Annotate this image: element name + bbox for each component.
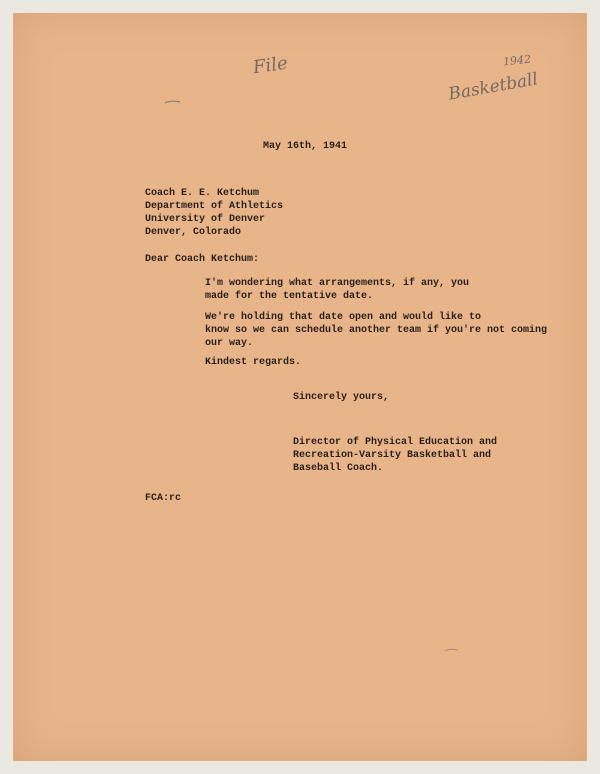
pencil-tick-icon (443, 645, 461, 655)
closing: Sincerely yours, (293, 392, 390, 403)
recipient-department: Department of Athletics (145, 201, 284, 212)
paragraph-1: I'm wondering what arrangements, if any, you made for the tentative date. (205, 278, 470, 303)
salutation: Dear Coach Ketchum: (145, 254, 260, 265)
subject-annotation: Basketball (446, 69, 540, 105)
letter-page (13, 13, 587, 761)
paragraph-2: We're holding that date open and would like to know so we can schedule another team if you're not coming our way. (205, 312, 548, 350)
typist-initials: FCA:rc (145, 493, 182, 504)
recipient-city: Denver, Colorado (145, 227, 242, 238)
paragraph-3: Kindest regards. (205, 357, 302, 368)
recipient-name: Coach E. E. Ketchum (145, 188, 260, 199)
pencil-mark-icon (163, 98, 183, 106)
letter-date: May 16th, 1941 (263, 141, 348, 152)
recipient-university: University of Denver (145, 214, 266, 225)
year-annotation: 1942 (502, 52, 532, 69)
signature-title: Director of Physical Education and Recreation-Varsity Basketball and Baseball Coach. (293, 437, 498, 475)
file-annotation: File (251, 52, 289, 79)
